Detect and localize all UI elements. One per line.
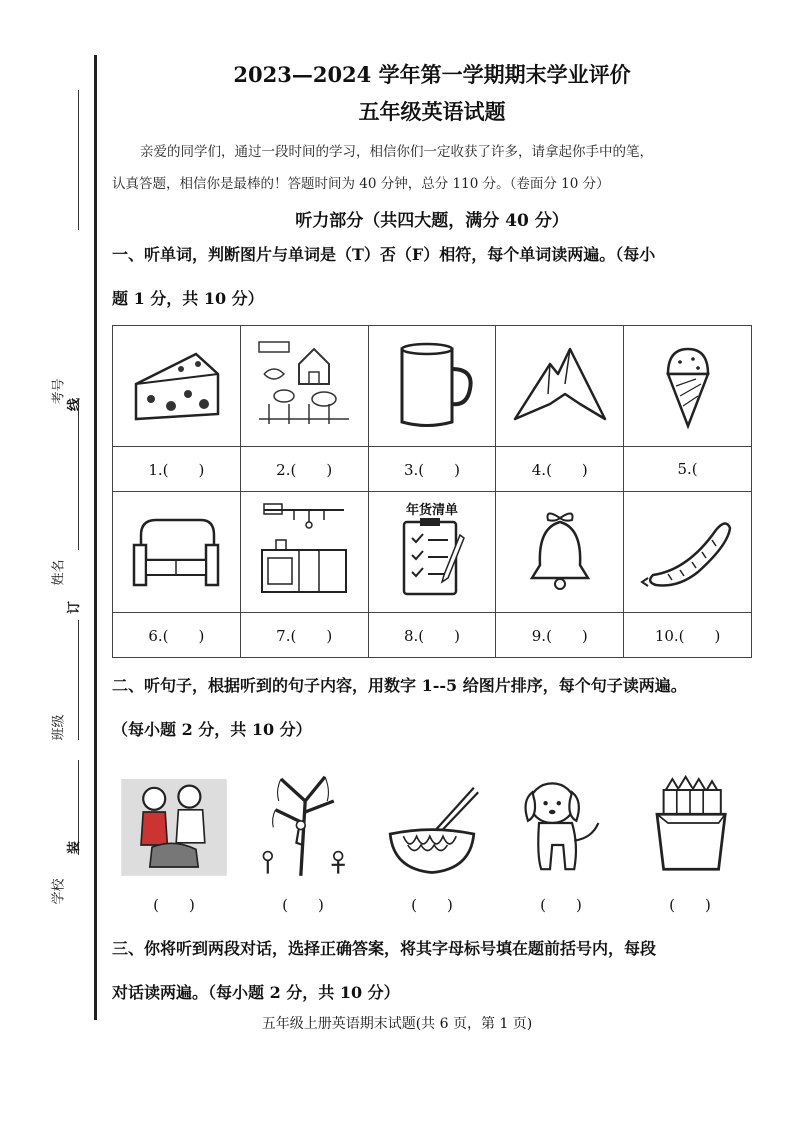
- school-label: 学校: [51, 878, 67, 905]
- order-answer[interactable]: ( ): [153, 896, 195, 914]
- picture-cell: [113, 492, 241, 613]
- binding-line: [94, 55, 97, 1020]
- answer-cell[interactable]: 5.(: [624, 447, 752, 492]
- question-2-heading-line-1: 二、听句子，根据听到的句子内容，用数字 1--5 给图片排序，每个句子读两遍。: [112, 676, 687, 695]
- ordering-item: [116, 768, 232, 915]
- answer-cell[interactable]: 9.( ): [496, 613, 624, 658]
- exam-number-label: 考号: [51, 378, 67, 405]
- ordering-item: [374, 768, 490, 915]
- kids-helping-icon: [119, 768, 229, 878]
- question-1-heading-line-2: 题 1 分，共 10 分）: [112, 289, 264, 308]
- shopping-list-caption: 年货清单: [405, 503, 458, 518]
- name-label: 姓名: [51, 559, 67, 586]
- sausage-icon: [638, 500, 738, 600]
- margin-rule: [78, 400, 79, 550]
- question-3-heading-line-1: 三、你将听到两段对话，选择正确答案，将其字母标号填在题前括号内，每段: [112, 939, 657, 958]
- exam-paper: [112, 58, 752, 1015]
- answer-cell[interactable]: 7.( ): [240, 613, 368, 658]
- intro-line-1: 亲爱的同学们，通过一段时间的学习，相信你们一定收获了许多，请拿起你手中的笔，: [140, 144, 653, 160]
- picture-cell: [496, 492, 624, 613]
- answer-cell[interactable]: 2.( ): [240, 447, 368, 492]
- cut-line-mark: 线: [67, 397, 83, 412]
- ordering-pictures: [112, 768, 752, 915]
- picture-cell: [368, 492, 496, 613]
- page-footer: 五年级上册英语期末试题(共 6 页，第 1 页): [261, 1016, 533, 1032]
- binding-mark: 订: [67, 600, 83, 615]
- ordering-item: [632, 768, 748, 915]
- answer-cell[interactable]: 1.( ): [113, 447, 241, 492]
- question-2-heading-line-2: （每小题 2 分，共 10 分）: [112, 720, 312, 739]
- question-1-heading-line-1: 一、听单词，判断图片与单词是（T）否（F）相符，每个单词读两遍。（每小: [112, 245, 656, 264]
- question-1-heading: [112, 233, 752, 321]
- answer-cell[interactable]: 6.( ): [113, 613, 241, 658]
- answer-cell[interactable]: 3.( ): [368, 447, 496, 492]
- picture-cell: [368, 326, 496, 447]
- margin-rule: [78, 620, 79, 740]
- picture-cell: [624, 326, 752, 447]
- picture-grid: [112, 325, 752, 658]
- climbing-tree-icon: [248, 768, 358, 878]
- question-3-heading: [112, 927, 752, 1015]
- noodles-icon: [377, 768, 487, 878]
- order-answer[interactable]: ( ): [411, 896, 453, 914]
- class-label: 班级: [51, 714, 67, 741]
- mountain-icon: [510, 334, 610, 434]
- question-3-heading-line-2: 对话读两遍。（每小题 2 分，共 10 分）: [112, 983, 400, 1002]
- picture-cell: [240, 492, 368, 613]
- answer-cell[interactable]: 8.( ): [368, 613, 496, 658]
- picture-cell: [624, 492, 752, 613]
- answer-cell[interactable]: 10.( ): [624, 613, 752, 658]
- order-answer[interactable]: ( ): [669, 896, 711, 914]
- intro-text: [112, 136, 752, 200]
- question-2-heading: [112, 664, 752, 752]
- exam-title: 2023—2024 学年第一学期期末学业评价: [233, 62, 631, 87]
- sofa-icon: [126, 500, 226, 600]
- picture-cell: [496, 326, 624, 447]
- cheese-icon: [126, 334, 226, 434]
- ordering-item: [503, 768, 619, 915]
- kitchen-icon: [254, 500, 354, 600]
- margin-rule: [78, 90, 79, 230]
- order-answer[interactable]: ( ): [282, 896, 324, 914]
- order-answer[interactable]: ( ): [540, 896, 582, 914]
- picture-cell: [113, 326, 241, 447]
- puppy-icon: [506, 768, 616, 878]
- farm-icon: [254, 334, 354, 434]
- picture-cell: [240, 326, 368, 447]
- answer-cell[interactable]: 4.( ): [496, 447, 624, 492]
- ordering-item: [245, 768, 361, 915]
- ice-cream-icon: [638, 334, 738, 434]
- exam-subtitle: 五年级英语试题: [358, 99, 506, 124]
- intro-line-2: 认真答题，相信你是最棒的！答题时间为 40 分钟，总分 110 分。（卷面分 10 分）: [112, 176, 610, 192]
- crayons-icon: [635, 768, 745, 878]
- shopping-list-icon: [382, 500, 482, 600]
- bell-icon: [510, 500, 610, 600]
- listening-section-title: 听力部分（共四大题，满分 40 分）: [295, 211, 569, 231]
- binding-mark: 装: [67, 840, 83, 855]
- cup-icon: [382, 334, 482, 434]
